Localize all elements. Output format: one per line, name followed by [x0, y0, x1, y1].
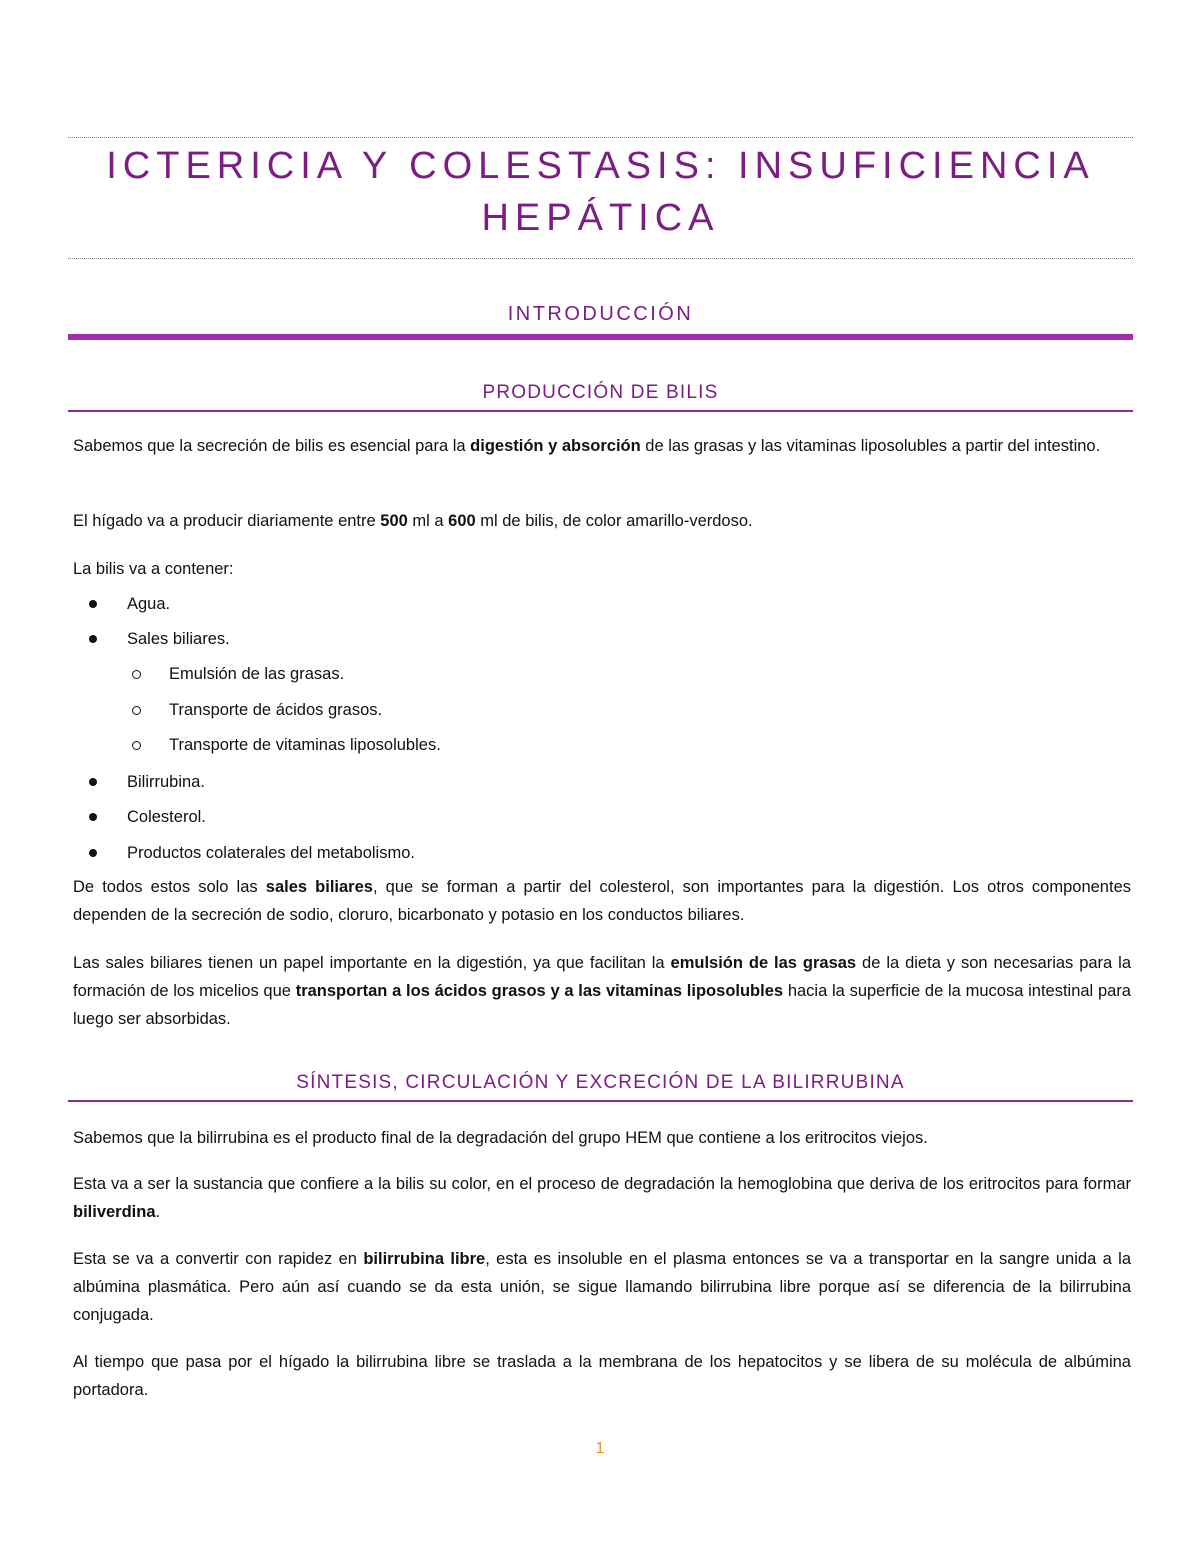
sub-list-item-acidos-grasos: Transporte de ácidos grasos.: [169, 701, 383, 719]
list-item-productos-colaterales: Productos colaterales del metabolismo.: [127, 844, 415, 862]
document-title: [68, 140, 1133, 244]
sub-list-item-emulsion: Emulsión de las grasas.: [169, 665, 345, 683]
paragraph-emulsion-grasas: Las sales biliares tienen un papel importante en la digestión, ya que facilitan la emulsión de las grasas de la dieta y son necesarias para la formación de los micelios que transportan a los ácidos grasos y a las vitaminas liposolubles hacia la superficie de la mucosa intestinal para luego ser absorbidas.: [73, 954, 1131, 1028]
paragraph-bilirrubina-producto: Sabemos que la bilirrubina es el producto final de la degradación del grupo HEM que contiene a los eritrocitos viejos.: [73, 1129, 928, 1147]
paragraph-secrecion-bilis: Sabemos que la secreción de bilis es esencial para la digestión y absorción de las grasas y las vitaminas liposolubles a partir del intestino.: [73, 437, 1101, 455]
section-rule-thick: [68, 334, 1133, 340]
bullet-icon: [89, 849, 97, 857]
bullet-icon: [89, 813, 97, 821]
section-heading-bilirrubina: SÍNTESIS, CIRCULACIÓN Y EXCRECIÓN DE LA BILIRRUBINA: [296, 1072, 905, 1093]
list-item-bilirrubina: Bilirrubina.: [127, 773, 205, 791]
bullet-icon: [89, 778, 97, 786]
title-line-2: HEPÁTICA: [481, 197, 720, 239]
bullet-icon: [89, 600, 97, 608]
title-line-1: ICTERICIA Y COLESTASIS: INSUFICIENCIA: [106, 145, 1095, 187]
sub-bullet-icon: [132, 706, 141, 715]
title-top-divider: [68, 137, 1133, 138]
paragraph-biliverdina: Esta va a ser la sustancia que confiere a la bilis su color, en el proceso de degradación la hemoglobina que deriva de los eritrocitos para formar biliverdina.: [73, 1175, 1131, 1221]
paragraph-sales-biliares: De todos estos solo las sales biliares, que se forman a partir del colesterol, son importantes para la digestión. Los otros componentes dependen de la secreción de sodio, cloruro, bicarbonato y potasio en los conductos biliares.: [73, 878, 1131, 924]
list-item-agua: Agua.: [127, 595, 171, 613]
section-rule-thin: [68, 410, 1133, 412]
section-heading-introduccion: INTRODUCCIÓN: [507, 303, 694, 325]
paragraph-hepatocitos: Al tiempo que pasa por el hígado la bilirrubina libre se traslada a la membrana de los hepatocitos y se libera de su molécula de albúmina portadora.: [73, 1353, 1131, 1399]
paragraph-produccion-diaria: El hígado va a producir diariamente entre 500 ml a 600 ml de bilis, de color amarillo-verdoso.: [73, 512, 753, 530]
sub-bullet-icon: [132, 670, 141, 679]
section-heading-produccion-bilis: PRODUCCIÓN DE BILIS: [482, 382, 719, 403]
title-bottom-divider: [68, 258, 1133, 259]
section-rule-thin: [68, 1100, 1133, 1102]
paragraph-contenido-bilis: La bilis va a contener:: [73, 560, 234, 578]
list-item-sales-biliares: Sales biliares.: [127, 630, 230, 648]
sub-bullet-icon: [132, 741, 141, 750]
sub-list-item-vitaminas: Transporte de vitaminas liposolubles.: [169, 736, 441, 754]
paragraph-bilirrubina-libre: Esta se va a convertir con rapidez en bilirrubina libre, esta es insoluble en el plasma entonces se va a transportar en la sangre unida a la albúmina plasmática. Pero aún así cuando se da esta unión, se sigue llamando bilirrubina libre porque así se diferencia de la bilirrubina conjugada.: [73, 1250, 1131, 1324]
page-number: 1: [595, 1440, 605, 1457]
list-item-colesterol: Colesterol.: [127, 808, 206, 826]
bullet-icon: [89, 635, 97, 643]
